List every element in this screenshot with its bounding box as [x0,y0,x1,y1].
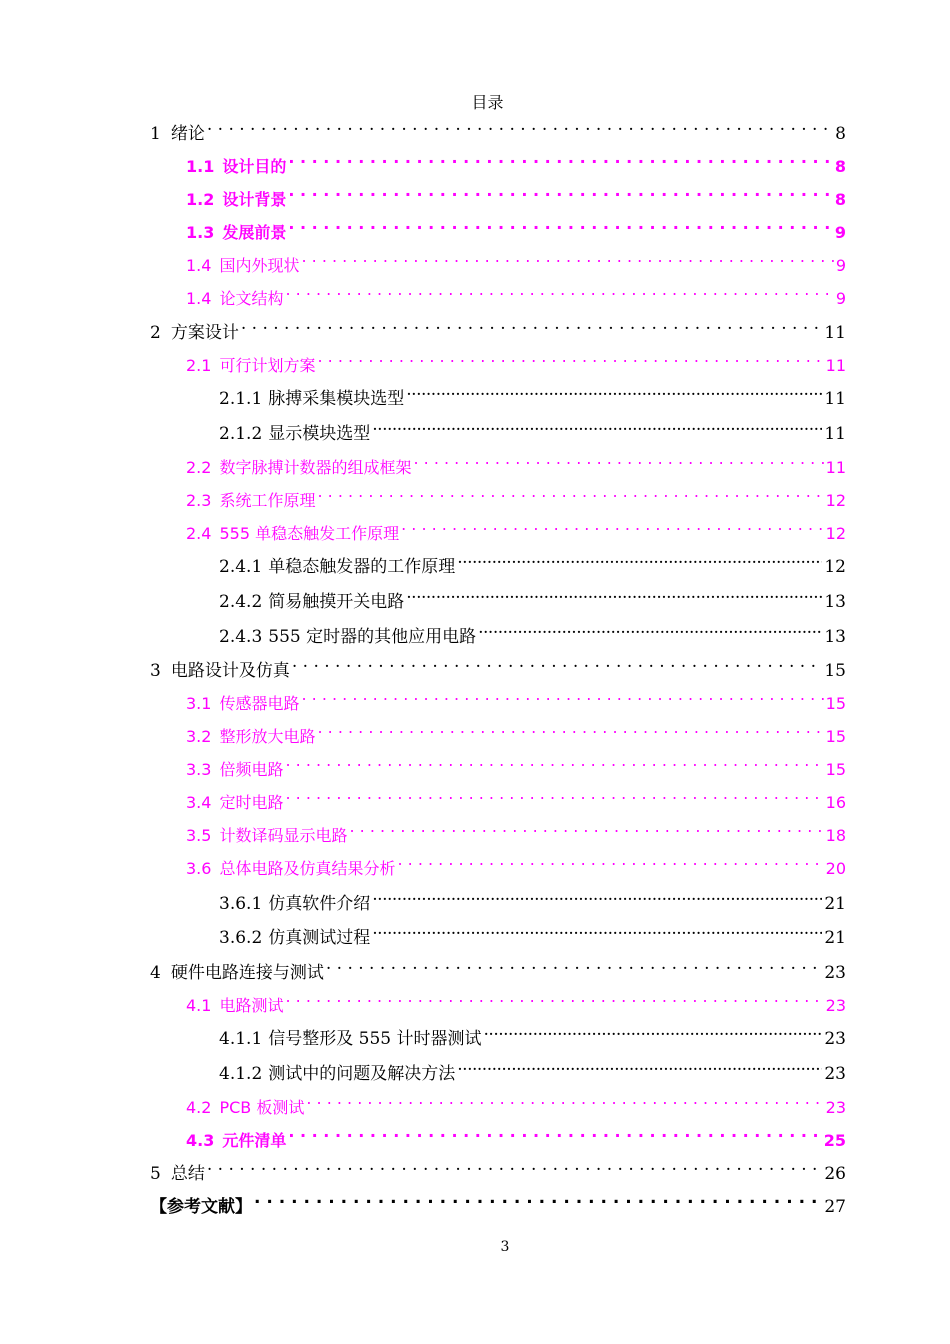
toc-entry-number: 2.4.3 [219,627,263,647]
toc-entry-page: 12 [825,491,846,510]
toc-entry-label: 传感器电路 [219,694,300,713]
toc-entry-label: 绪论 [170,124,205,144]
toc-entry-page: 25 [823,1131,846,1150]
dot-leader [372,915,822,943]
toc-entry-label: 电路测试 [219,996,284,1015]
toc-entry-label: 信号整形及 555 计时器测试 [268,1029,482,1049]
dot-leader [288,1118,821,1146]
toc-entry[interactable] [186,714,846,746]
toc-entry-label: 简易触摸开关电路 [268,592,405,612]
toc-entry[interactable] [186,1118,846,1150]
dot-leader [457,1051,822,1079]
toc-entry-number: 4 [150,963,161,983]
dot-leader [406,579,822,607]
toc-entry-page: 20 [825,859,846,878]
toc-entry-label: 发展前景 [222,223,287,242]
toc-entry-label: 测试中的问题及解决方法 [268,1064,456,1084]
dot-leader [306,1085,823,1113]
toc-entry-label: 设计背景 [222,190,287,209]
toc-entry-page: 8 [834,157,846,176]
toc-entry-label: 系统工作原理 [219,491,316,510]
toc-entry-label: 555 单稳态触发工作原理 [219,524,400,543]
toc-entry[interactable] [219,614,846,647]
dot-leader [288,177,833,205]
toc-entry-label: 国内外现状 [219,256,300,275]
toc-entry-label: PCB 板测试 [219,1098,305,1117]
toc-entry[interactable] [186,343,846,375]
dot-leader [478,614,822,642]
toc-entry-label: 555 定时器的其他应用电路 [268,627,477,647]
toc-entry-number: 5 [150,1164,161,1184]
toc-entry[interactable] [186,177,846,209]
dot-leader [288,144,833,172]
toc-entry-page: 21 [824,928,846,948]
dot-leader [484,1016,823,1044]
toc-entry-number: 4.2 [186,1098,212,1117]
toc-entry-number: 4.1 [186,996,212,1015]
toc-entry-label: 方案设计 [170,323,239,343]
toc-entry-page: 11 [825,356,846,375]
toc-entry-page: 9 [834,223,846,242]
dot-leader [413,445,823,473]
toc-entry[interactable] [186,445,846,477]
toc-entry-number: 3.1 [186,694,212,713]
dot-leader [326,950,823,978]
dot-leader [288,210,833,238]
dot-leader [301,243,833,271]
dot-leader [207,111,833,139]
toc-entry-label: 仿真测试过程 [268,928,371,948]
toc-entry-page: 27 [824,1197,846,1217]
toc-entry-number: 4.1.1 [219,1029,263,1049]
toc-entry-label: 显示模块选型 [268,424,371,444]
toc-entry-number: 2.1 [186,356,212,375]
toc-entry-number: 1.4 [186,256,212,275]
toc-entry[interactable] [150,111,846,144]
toc-entry-number: 3.6 [186,859,212,878]
toc-entry-page: 18 [825,826,846,845]
toc-entry-page: 11 [824,389,846,409]
toc-entry-number: 3.6.1 [219,894,263,914]
toc-entry[interactable] [219,1051,846,1084]
dot-leader [285,276,833,304]
toc-entry-page: 23 [824,1064,846,1084]
toc-entry[interactable] [186,511,846,543]
toc-entry[interactable] [219,1016,846,1049]
toc-entry[interactable] [186,144,846,176]
dot-leader [401,511,824,539]
toc-entry[interactable] [186,780,846,812]
toc-entry-label: 数字脉搏计数器的组成框架 [219,458,412,477]
toc-entry-label: 单稳态触发器的工作原理 [268,557,456,577]
toc-entry[interactable] [186,243,846,275]
footer-page-number: 3 [500,1239,510,1255]
toc-entry-label: 硬件电路连接与测试 [170,963,324,983]
dot-leader [285,983,823,1011]
toc-entry[interactable] [186,1085,846,1117]
toc-entry-number: 2.1.2 [219,424,263,444]
toc-entry-number: 2.1.1 [219,389,263,409]
toc-entry-page: 11 [825,458,846,477]
toc-entry-page: 23 [825,1098,846,1117]
toc-entry[interactable] [186,210,846,242]
toc-entry[interactable] [219,881,846,914]
toc-entry[interactable] [186,813,846,845]
toc-entry-number: 2.2 [186,458,212,477]
toc-entry[interactable] [186,681,846,713]
toc-entry-label: 总体电路及仿真结果分析 [219,859,396,878]
toc-entry-number: 3.5 [186,826,212,845]
toc-entry[interactable] [186,276,846,308]
dot-leader [317,343,823,371]
toc-entry[interactable] [150,648,846,681]
dot-leader [292,648,823,676]
toc-entry-page: 16 [825,793,846,812]
toc-entry-label: 总结 [170,1164,205,1184]
toc-entry-number: 4.1.2 [219,1064,263,1084]
toc-entry-label: 电路设计及仿真 [170,661,290,681]
toc-entry-number: 2 [150,323,161,343]
toc-entry-page: 11 [824,424,846,444]
toc-entry-number: 2.4.1 [219,557,263,577]
toc-entry-references[interactable] [150,1184,846,1217]
toc-entry[interactable] [186,747,846,779]
toc-entry-number: 2.4.2 [219,592,263,612]
dot-leader [285,747,823,775]
toc-entry[interactable] [219,544,846,577]
toc-entry[interactable] [186,846,846,878]
toc-entry-page: 12 [824,557,846,577]
dot-leader [301,681,823,709]
toc-entry-label: 定时电路 [219,793,284,812]
toc-entry-number: 3.3 [186,760,212,779]
dot-leader [317,478,823,506]
toc-entry-label: 设计目的 [222,157,287,176]
toc-entry-page: 23 [825,996,846,1015]
toc-entry-page: 15 [825,760,846,779]
toc-entry-page: 15 [824,661,846,681]
toc-entry-page: 9 [835,289,846,308]
toc-entry-number: 3.2 [186,727,212,746]
toc-entry-number: 4.3 [186,1131,215,1150]
toc-entry-page: 8 [835,124,846,144]
toc-entry[interactable] [186,478,846,510]
toc-entry-label: 倍频电路 [219,760,284,779]
toc-entry-number: 1.4 [186,289,212,308]
toc-entry-label: 【参考文献】 [150,1197,252,1217]
toc-entry-page: 15 [825,694,846,713]
dot-leader [372,411,822,439]
toc-entry-page: 13 [824,627,846,647]
toc-entry-label: 可行计划方案 [219,356,316,375]
dot-leader [317,714,823,742]
toc-entry-label: 论文结构 [219,289,284,308]
toc-title: 目录 [471,93,504,112]
dot-leader [406,376,822,404]
toc-entry-number: 1.3 [186,223,215,242]
toc-entry-page: 21 [824,894,846,914]
toc-entry-page: 9 [835,256,846,275]
toc-entry-label: 计数译码显示电路 [219,826,348,845]
dot-leader [254,1184,822,1212]
dot-leader [372,881,822,909]
toc-entry-number: 3.4 [186,793,212,812]
toc-entry-number: 2.3 [186,491,212,510]
toc-entry[interactable] [219,411,846,444]
toc-entry[interactable] [186,983,846,1015]
toc-entry-number: 2.4 [186,524,212,543]
toc-entry-number: 1 [150,124,161,144]
toc-entry[interactable] [150,950,846,983]
toc-entry-page: 23 [824,1029,846,1049]
toc-entry-number: 1.2 [186,190,215,209]
toc-entry-page: 26 [824,1164,846,1184]
toc-entry-label: 整形放大电路 [219,727,316,746]
toc-entry-page: 15 [825,727,846,746]
toc-entry[interactable] [219,915,846,948]
dot-leader [241,310,823,338]
toc-entry[interactable] [150,1151,846,1184]
toc-entry-page: 23 [824,963,846,983]
toc-entry-page: 13 [824,592,846,612]
toc-entry[interactable] [219,376,846,409]
toc-entry-label: 元件清单 [222,1131,287,1150]
toc-entry[interactable] [150,310,846,343]
toc-entry-page: 11 [824,323,846,343]
toc-entry-page: 12 [825,524,846,543]
toc-entry-number: 1.1 [186,157,215,176]
toc-entry-label: 仿真软件介绍 [268,894,371,914]
toc-entry-number: 3.6.2 [219,928,263,948]
toc-entry-label: 脉搏采集模块选型 [268,389,405,409]
toc-entry[interactable] [219,579,846,612]
toc-entry-page: 8 [834,190,846,209]
dot-leader [207,1151,823,1179]
dot-leader [397,846,823,874]
toc-entry-number: 3 [150,661,161,681]
dot-leader [285,780,823,808]
dot-leader [457,544,822,572]
dot-leader [349,813,823,841]
